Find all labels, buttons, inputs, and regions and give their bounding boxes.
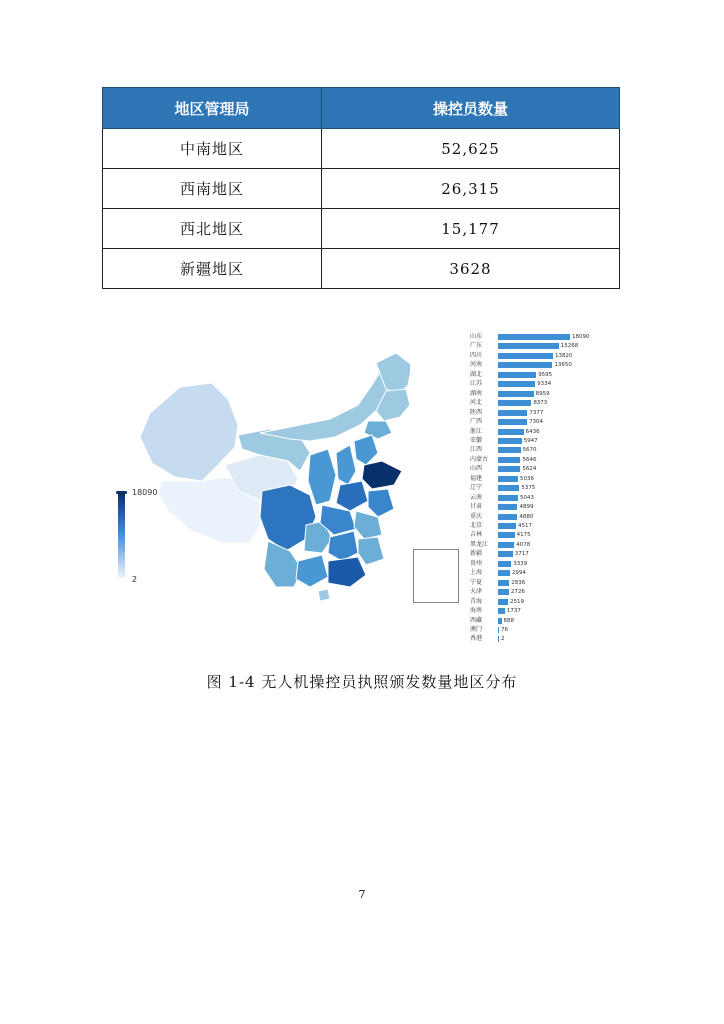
figure-caption: 图 1-4 无人机操控员执照颁发数量地区分布 (206, 673, 518, 691)
bar (498, 476, 518, 482)
bar-category-label: 湖南 (470, 389, 483, 397)
row-count: 52,625 (322, 129, 620, 169)
table-row (103, 129, 620, 169)
bar-category-label: 广西 (470, 418, 483, 426)
map-region (140, 383, 238, 481)
bar-category-label: 上海 (470, 569, 483, 577)
bar-category-label: 四川 (470, 351, 483, 359)
bar-value-label: 5375 (521, 485, 536, 492)
bar-category-label: 海南 (470, 607, 483, 615)
bar-category-label: 江西 (470, 446, 483, 454)
bar-value-label: 4078 (516, 541, 531, 548)
bar (498, 561, 511, 567)
page-number: 7 (358, 888, 366, 901)
bar-value-label: 7377 (529, 409, 544, 416)
table-row (103, 169, 620, 209)
bar-value-label: 6436 (525, 428, 540, 435)
bar-category-label: 宁夏 (470, 578, 483, 586)
map-region (358, 537, 384, 565)
bar (498, 532, 515, 538)
bar (498, 495, 518, 501)
bar (498, 627, 499, 633)
bar-value-label: 4899 (519, 504, 534, 511)
bar-category-label: 浙江 (470, 427, 483, 435)
bar (498, 438, 522, 444)
color-scale-legend (118, 493, 125, 578)
map-region (318, 589, 330, 601)
map-region (328, 557, 366, 587)
header-count: 操控员数量 (322, 88, 620, 129)
map-region (328, 531, 358, 561)
bar-value-label: 2726 (510, 589, 525, 596)
bar-category-label: 河南 (470, 361, 483, 369)
row-region: 新疆地区 (103, 249, 322, 289)
bar (498, 457, 520, 463)
bar (498, 514, 517, 520)
bar-category-label: 辽宁 (470, 484, 483, 492)
south-china-sea-inset (413, 549, 459, 603)
bar-category-label: 北京 (470, 522, 483, 529)
legend-max-label: 18090 (132, 488, 158, 497)
bar-category-label: 天津 (470, 588, 483, 596)
bar-category-label: 贵州 (470, 559, 483, 567)
bar-value-label: 2994 (511, 570, 526, 577)
bar-value-label: 8373 (533, 400, 548, 407)
bar-value-label: 76 (501, 626, 508, 633)
bar (498, 381, 535, 387)
bar (498, 570, 510, 576)
bar-value-label: 13820 (555, 352, 573, 359)
bar-value-label: 3717 (514, 551, 529, 558)
region-operator-table (102, 87, 620, 289)
map-region (368, 489, 394, 517)
bar (498, 410, 527, 416)
map-region (336, 445, 356, 485)
bar (498, 419, 527, 425)
bar (498, 599, 508, 605)
bar-value-label: 5646 (522, 456, 537, 463)
china-choropleth-map (110, 325, 410, 615)
bar (498, 372, 536, 378)
bar-value-label: 7304 (529, 419, 544, 426)
row-region: 西北地区 (103, 209, 322, 249)
bar-category-label: 重庆 (470, 512, 483, 520)
bar (498, 608, 505, 614)
bar-category-label: 吉林 (470, 531, 483, 539)
row-count: 26,315 (322, 169, 620, 209)
bar-value-label: 888 (503, 617, 515, 624)
map-region (308, 449, 336, 505)
bar-value-label: 4175 (516, 532, 531, 539)
bar-value-label: 4517 (517, 523, 532, 529)
bar-value-label: 1737 (506, 608, 521, 615)
bar (498, 580, 509, 586)
bar-category-label: 山西 (470, 465, 483, 473)
table-row (103, 249, 620, 289)
bar-category-label: 陕西 (470, 408, 483, 416)
bar (498, 523, 516, 529)
bar (498, 589, 509, 595)
bar (498, 466, 520, 472)
bar-value-label: 18090 (572, 334, 590, 340)
bar (498, 636, 499, 642)
bar-value-label: 9595 (538, 371, 553, 378)
table-row (103, 209, 620, 249)
bar-category-label: 江苏 (470, 380, 483, 388)
bar-value-label: 5036 (520, 475, 535, 482)
bar (498, 400, 531, 406)
row-region: 西南地区 (103, 169, 322, 209)
bar-category-label: 云南 (470, 493, 483, 501)
bar (498, 343, 559, 349)
bar-category-label: 山东 (470, 333, 483, 340)
bar (498, 504, 517, 510)
bar-category-label: 安徽 (470, 436, 483, 444)
bar-category-label: 新疆 (470, 550, 483, 558)
bar (498, 542, 514, 548)
row-count: 3628 (322, 249, 620, 289)
row-count: 15,177 (322, 209, 620, 249)
bar-category-label: 黑龙江 (470, 540, 489, 548)
bar-value-label: 13650 (554, 362, 572, 369)
map-region (362, 461, 402, 489)
bar-value-label: 5043 (520, 494, 535, 501)
map-region (336, 481, 368, 511)
row-region: 中南地区 (103, 129, 322, 169)
bar (498, 447, 521, 453)
bar-category-label: 西藏 (470, 616, 483, 624)
map-region (354, 435, 378, 465)
bar-category-label: 内蒙古 (470, 455, 489, 463)
bar-category-label: 福建 (470, 474, 483, 482)
bar (498, 334, 570, 340)
bar (498, 551, 513, 557)
bar-category-label: 河北 (470, 399, 483, 407)
bar (498, 485, 519, 491)
legend-min-label: 2 (132, 575, 138, 584)
map-region (264, 541, 302, 587)
bar (498, 391, 534, 397)
bar-value-label: 4880 (519, 513, 534, 520)
bar (498, 362, 552, 368)
bar-value-label: 5624 (522, 466, 537, 473)
bar (498, 353, 553, 359)
bar-value-label: 5670 (522, 447, 537, 454)
bar-value-label: 15268 (560, 343, 579, 350)
bar-value-label: 2836 (511, 579, 526, 586)
bar-category-label: 广东 (470, 342, 483, 350)
bar (498, 618, 502, 624)
bar-category-label: 青海 (470, 597, 483, 605)
table-header-row (103, 88, 620, 129)
map-region (296, 555, 328, 587)
bar-value-label: 8959 (535, 390, 550, 397)
bar (498, 429, 524, 435)
bar-value-label: 2 (501, 636, 505, 643)
bar-category-label: 甘肃 (470, 503, 483, 511)
distribution-figure (110, 325, 620, 655)
bar-category-label: 澳门 (470, 625, 483, 633)
header-region: 地区管理局 (103, 88, 322, 129)
bar-value-label: 3339 (513, 560, 528, 567)
bar-value-label: 5947 (523, 437, 538, 444)
bar-value-label: 2519 (510, 598, 525, 605)
bar-value-label: 9334 (537, 381, 552, 388)
bar-category-label: 湖北 (470, 370, 483, 378)
bar-category-label: 香港 (470, 635, 483, 643)
